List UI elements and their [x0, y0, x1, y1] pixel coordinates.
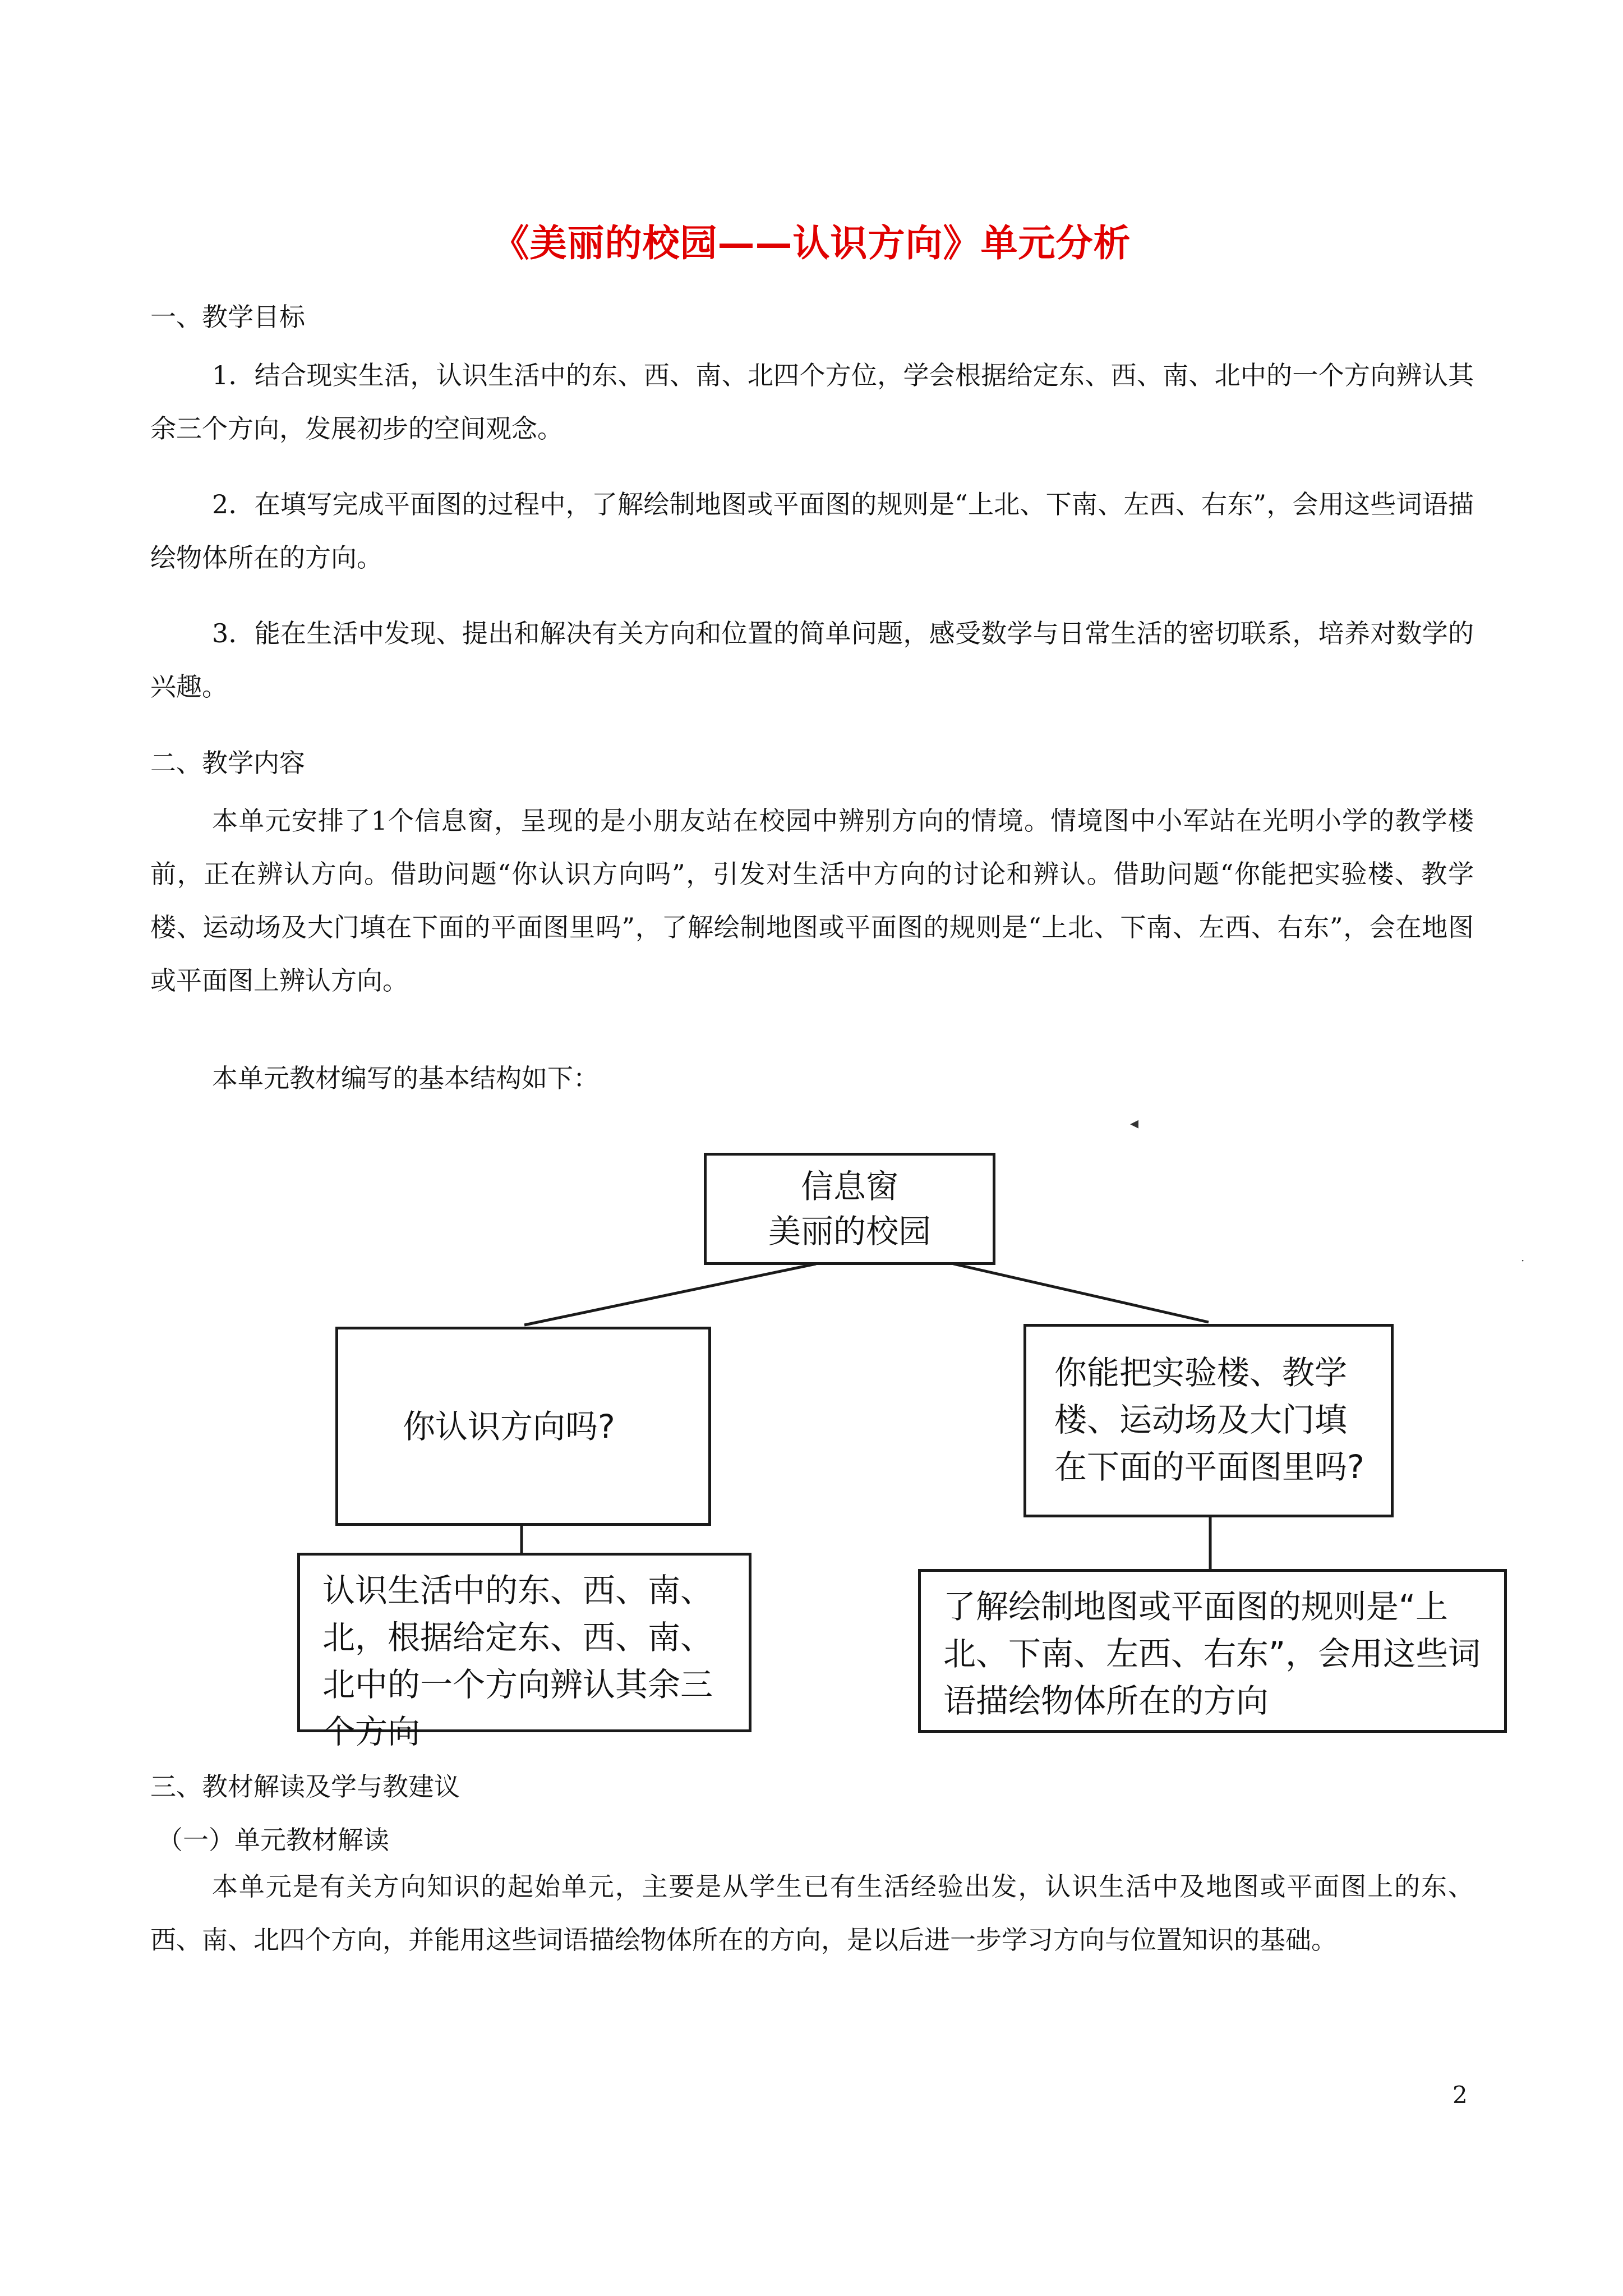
right-question-text: 你能把实验楼、教学楼、运动场及大门填在下面的平面图里吗? [1054, 1354, 1364, 1486]
diagram-right-question-box [1023, 1324, 1394, 1517]
page-number: 2 [1453, 2081, 1468, 2109]
scan-speck: · [1521, 1254, 1525, 1267]
root-label-line2: 美丽的校园 [768, 1212, 931, 1250]
document-title: 《美丽的校园——认识方向》单元分析 [492, 221, 1131, 265]
right-detail-text: 了解绘制地图或平面图的规则是“上北、下南、左西、右东”，会用这些词语描绘物体所在的方向 [943, 1588, 1481, 1720]
subsection-heading-interpretation: （一）单元教材解读 [157, 1825, 389, 1855]
diagram-root-box [704, 1153, 995, 1265]
left-detail-text: 认识生活中的东、西、南、北，根据给定东、西、南、北中的一个方向辨认其余三个方向 [322, 1571, 713, 1751]
objective-item-2: 2．在填写完成平面图的过程中，了解绘制地图或平面图的规则是“上北、下南、左西、右东”，会用这些词语描绘物体所在的方向。 [150, 489, 1474, 573]
section-heading-interpretation: 三、教材解读及学与教建议 [150, 1772, 460, 1802]
connector-root-left [524, 1264, 816, 1325]
scan-speck: ◂ [1130, 1114, 1139, 1133]
diagram-left-detail-box [297, 1553, 751, 1751]
root-label-line1: 信息窗 [800, 1167, 898, 1205]
left-question-text: 你认识方向吗? [403, 1407, 615, 1446]
objective-item-3: 3．能在生活中发现、提出和解决有关方向和位置的简单问题，感受数学与日常生活的密切联系，培养对数学的兴趣。 [150, 618, 1474, 702]
section-heading-content: 二、教学内容 [150, 748, 305, 778]
objective-item-1: 1．结合现实生活，认识生活中的东、西、南、北四个方位，学会根据给定东、西、南、北中的一个方向辨认其余三个方向，发展初步的空间观念。 [150, 360, 1474, 444]
section-heading-objectives: 一、教学目标 [150, 302, 305, 332]
diagram-right-detail-box [918, 1569, 1507, 1733]
structure-intro: 本单元教材编写的基本结构如下： [212, 1063, 599, 1093]
diagram-left-question-box [335, 1327, 711, 1526]
connector-root-right [953, 1264, 1209, 1322]
content-paragraph: 本单元安排了1个信息窗，呈现的是小朋友站在校园中辨别方向的情境。情境图中小军站在光明小学的教学楼前，正在辨认方向。借助问题“你认识方向吗”，引发对生活中方向的讨论和辨认。借助问题“你能把实验楼、教学楼、运动场及大门填在下面的平面图里吗”，了解绘制地图或平面图的规则是“上北、下南、左西、右东”，会在地图或平面图上辨认方向。 [150, 806, 1474, 996]
interpretation-paragraph: 本单元是有关方向知识的起始单元，主要是从学生已有生活经验出发，认识生活中及地图或平面图上的东、西、南、北四个方向，并能用这些词语描绘物体所在的方向，是以后进一步学习方向与位置知识的基础。 [150, 1871, 1474, 1955]
